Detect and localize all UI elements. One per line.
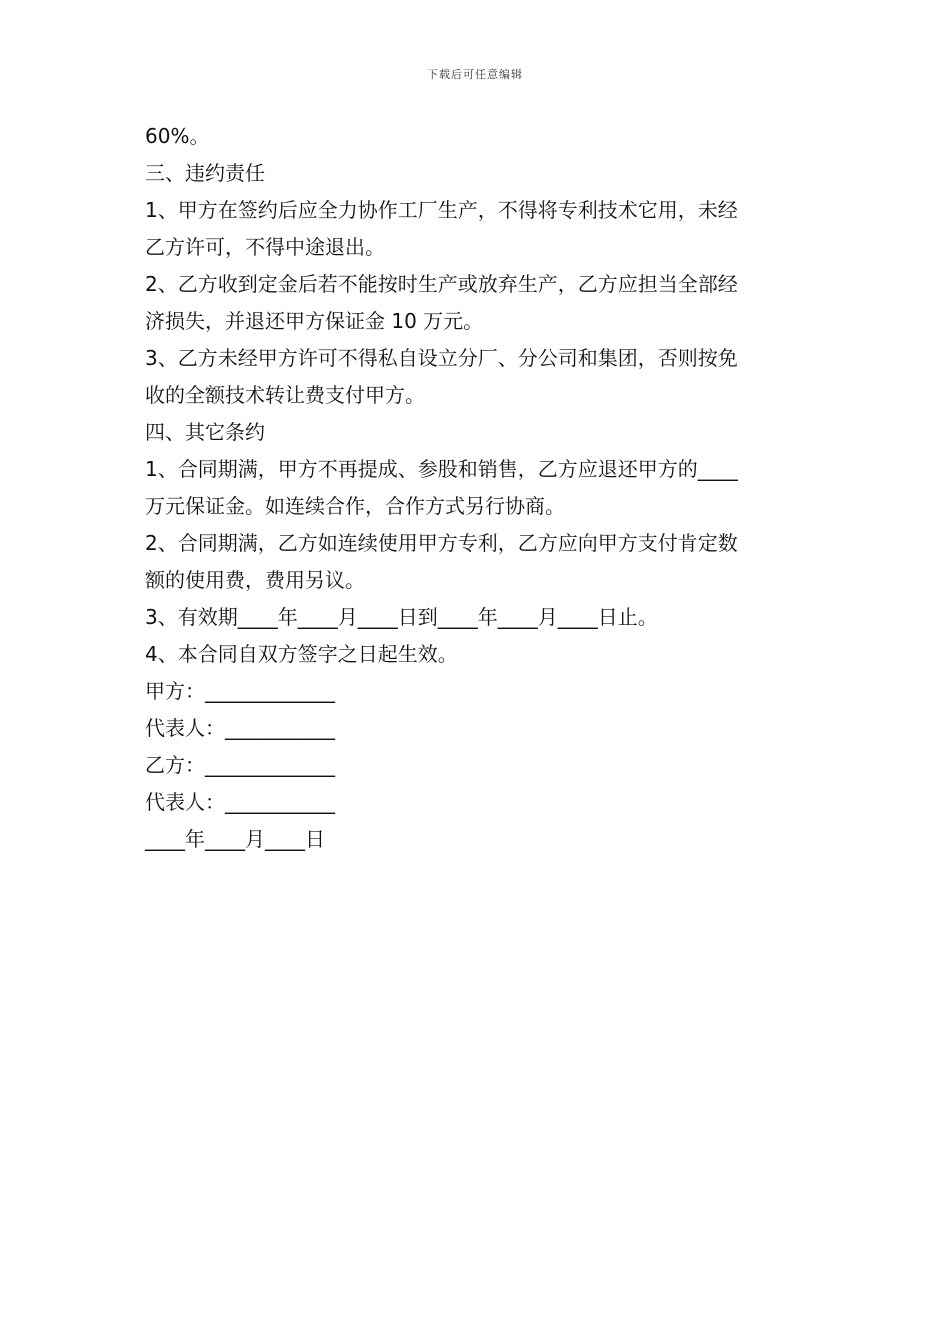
party-a-signature-line: 甲方：_____________: [145, 679, 335, 703]
signing-date-line: ____年____月____日: [145, 827, 325, 851]
clause-line: 万元保证金。如连续合作，合作方式另行协商。: [145, 494, 565, 518]
clause-line: 额的使用费，费用另议。: [145, 568, 365, 592]
document-body: [145, 118, 810, 858]
clause-line: 济损失，并退还甲方保证金 10 万元。: [145, 309, 484, 333]
clause-line: 2、乙方收到定金后若不能按时生产或放弃生产，乙方应担当全部经: [145, 272, 738, 296]
page-header-note: 下载后可任意编辑: [427, 68, 523, 81]
party-b-representative-line: 代表人：___________: [145, 790, 335, 814]
clause-line: 1、甲方在签约后应全力协作工厂生产，不得将专利技术它用，未经: [145, 198, 738, 222]
party-a-representative-line: 代表人：___________: [145, 716, 335, 740]
continued-percentage-line: 60%。: [145, 124, 210, 148]
clause-line: 2、合同期满，乙方如连续使用甲方专利，乙方应向甲方支付肯定数: [145, 531, 738, 555]
effective-clause-line: 4、本合同自双方签字之日起生效。: [145, 642, 458, 666]
clause-line: 1、合同期满，甲方不再提成、参股和销售，乙方应退还甲方的____: [145, 457, 738, 481]
section-heading-other-terms: 四、其它条约: [145, 420, 265, 444]
clause-line: 乙方许可，不得中途退出。: [145, 235, 385, 259]
clause-line: 3、乙方未经甲方许可不得私自设立分厂、分公司和集团，否则按免: [145, 346, 738, 370]
section-heading-breach: 三、违约责任: [145, 161, 265, 185]
party-b-signature-line: 乙方：_____________: [145, 753, 335, 777]
validity-period-line: 3、有效期____年____月____日到____年____月____日止。: [145, 605, 658, 629]
clause-line: 收的全额技术转让费支付甲方。: [145, 383, 425, 407]
